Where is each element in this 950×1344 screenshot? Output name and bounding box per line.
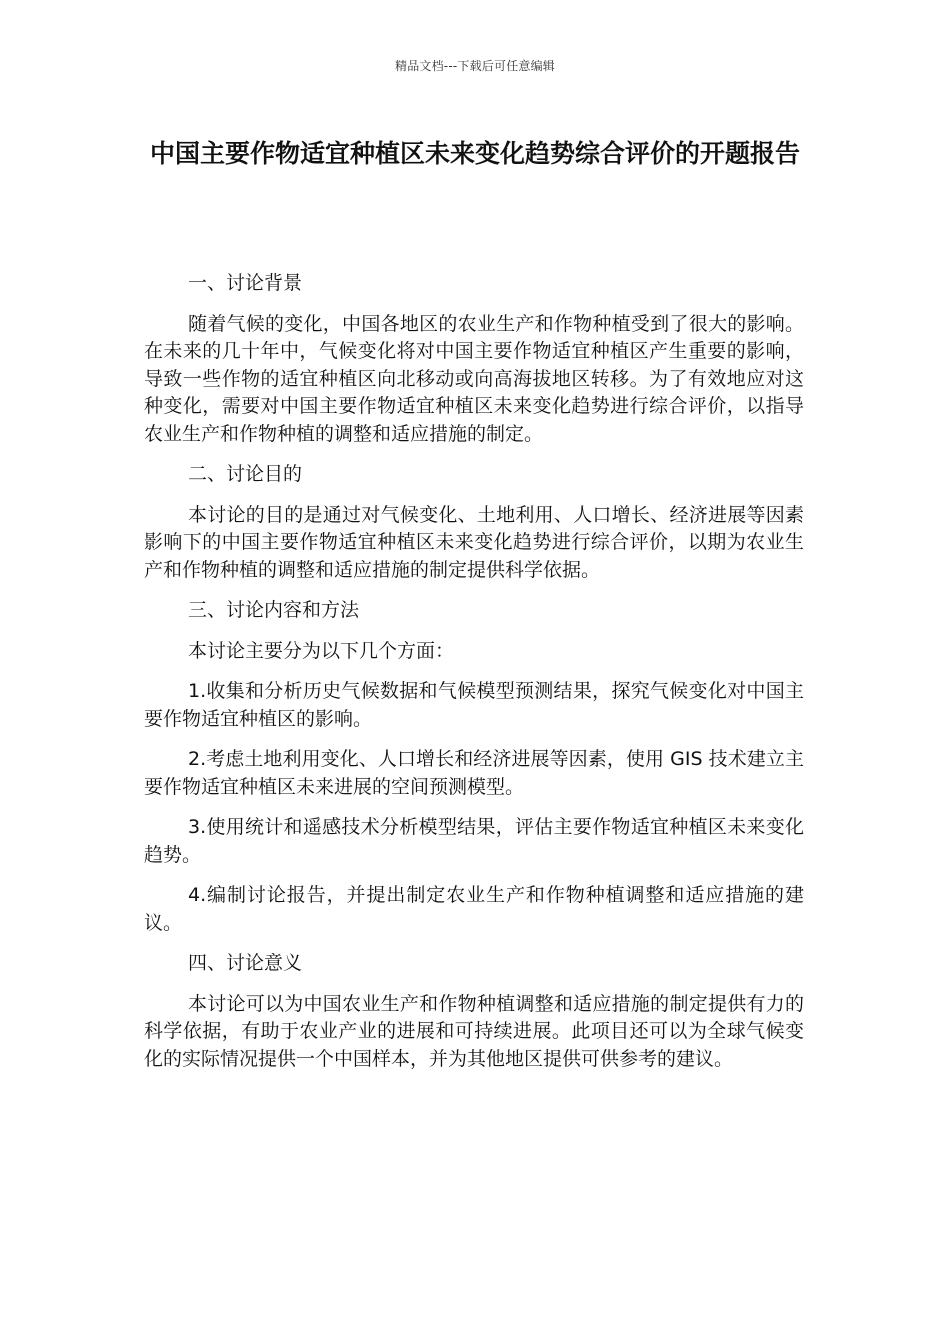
section-heading-significance: 四、讨论意义 <box>188 952 303 974</box>
section-heading-purpose: 二、讨论目的 <box>188 463 303 485</box>
paragraph-content-intro: 本讨论主要分为以下几个方面： <box>188 639 455 662</box>
header-note: 精品文档---下载后可任意编辑 <box>395 59 555 73</box>
list-item-4: 4.编制讨论报告，并提出制定农业生产和作物种植调整和适应措施的建议。 <box>144 884 804 934</box>
document-title: 中国主要作物适宜种植区未来变化趋势综合评价的开题报告 <box>149 139 800 168</box>
section-heading-background: 一、讨论背景 <box>188 272 303 294</box>
list-item-3: 3.使用统计和遥感技术分析模型结果，评估主要作物适宜种植区未来变化趋势。 <box>144 816 804 866</box>
section-heading-content-methods: 三、讨论内容和方法 <box>188 599 360 621</box>
list-item-1: 1.收集和分析历史气候数据和气候模型预测结果，探究气候变化对中国主要作物适宜种植区的影响。 <box>144 680 804 730</box>
paragraph-purpose: 本讨论的目的是通过对气候变化、土地利用、人口增长、经济进展等因素影响下的中国主要作物适宜种植区未来变化趋势进行综合评价，以期为农业生产和作物种植的调整和适应措施的制定提供科学依据。 <box>144 503 804 581</box>
document-body <box>144 270 804 1086</box>
paragraph-background: 随着气候的变化，中国各地区的农业生产和作物种植受到了很大的影响。在未来的几十年中，气候变化将对中国主要作物适宜种植区产生重要的影响，导致一些作物的适宜种植区向北移动或向高海拔地区转移。为了有效地应对这种变化，需要对中国主要作物适宜种植区未来变化趋势进行综合评价，以指导农业生产和作物种植的调整和适应措施的制定。 <box>144 312 804 445</box>
paragraph-significance: 本讨论可以为中国农业生产和作物种植调整和适应措施的制定提供有力的科学依据，有助于农业产业的进展和可持续进展。此项目还可以为全球气候变化的实际情况提供一个中国样本，并为其他地区提供可供参考的建议。 <box>144 992 804 1070</box>
list-item-2: 2.考虑土地利用变化、人口增长和经济进展等因素，使用 GIS 技术建立主要作物适宜种植区未来进展的空间预测模型。 <box>144 748 804 798</box>
